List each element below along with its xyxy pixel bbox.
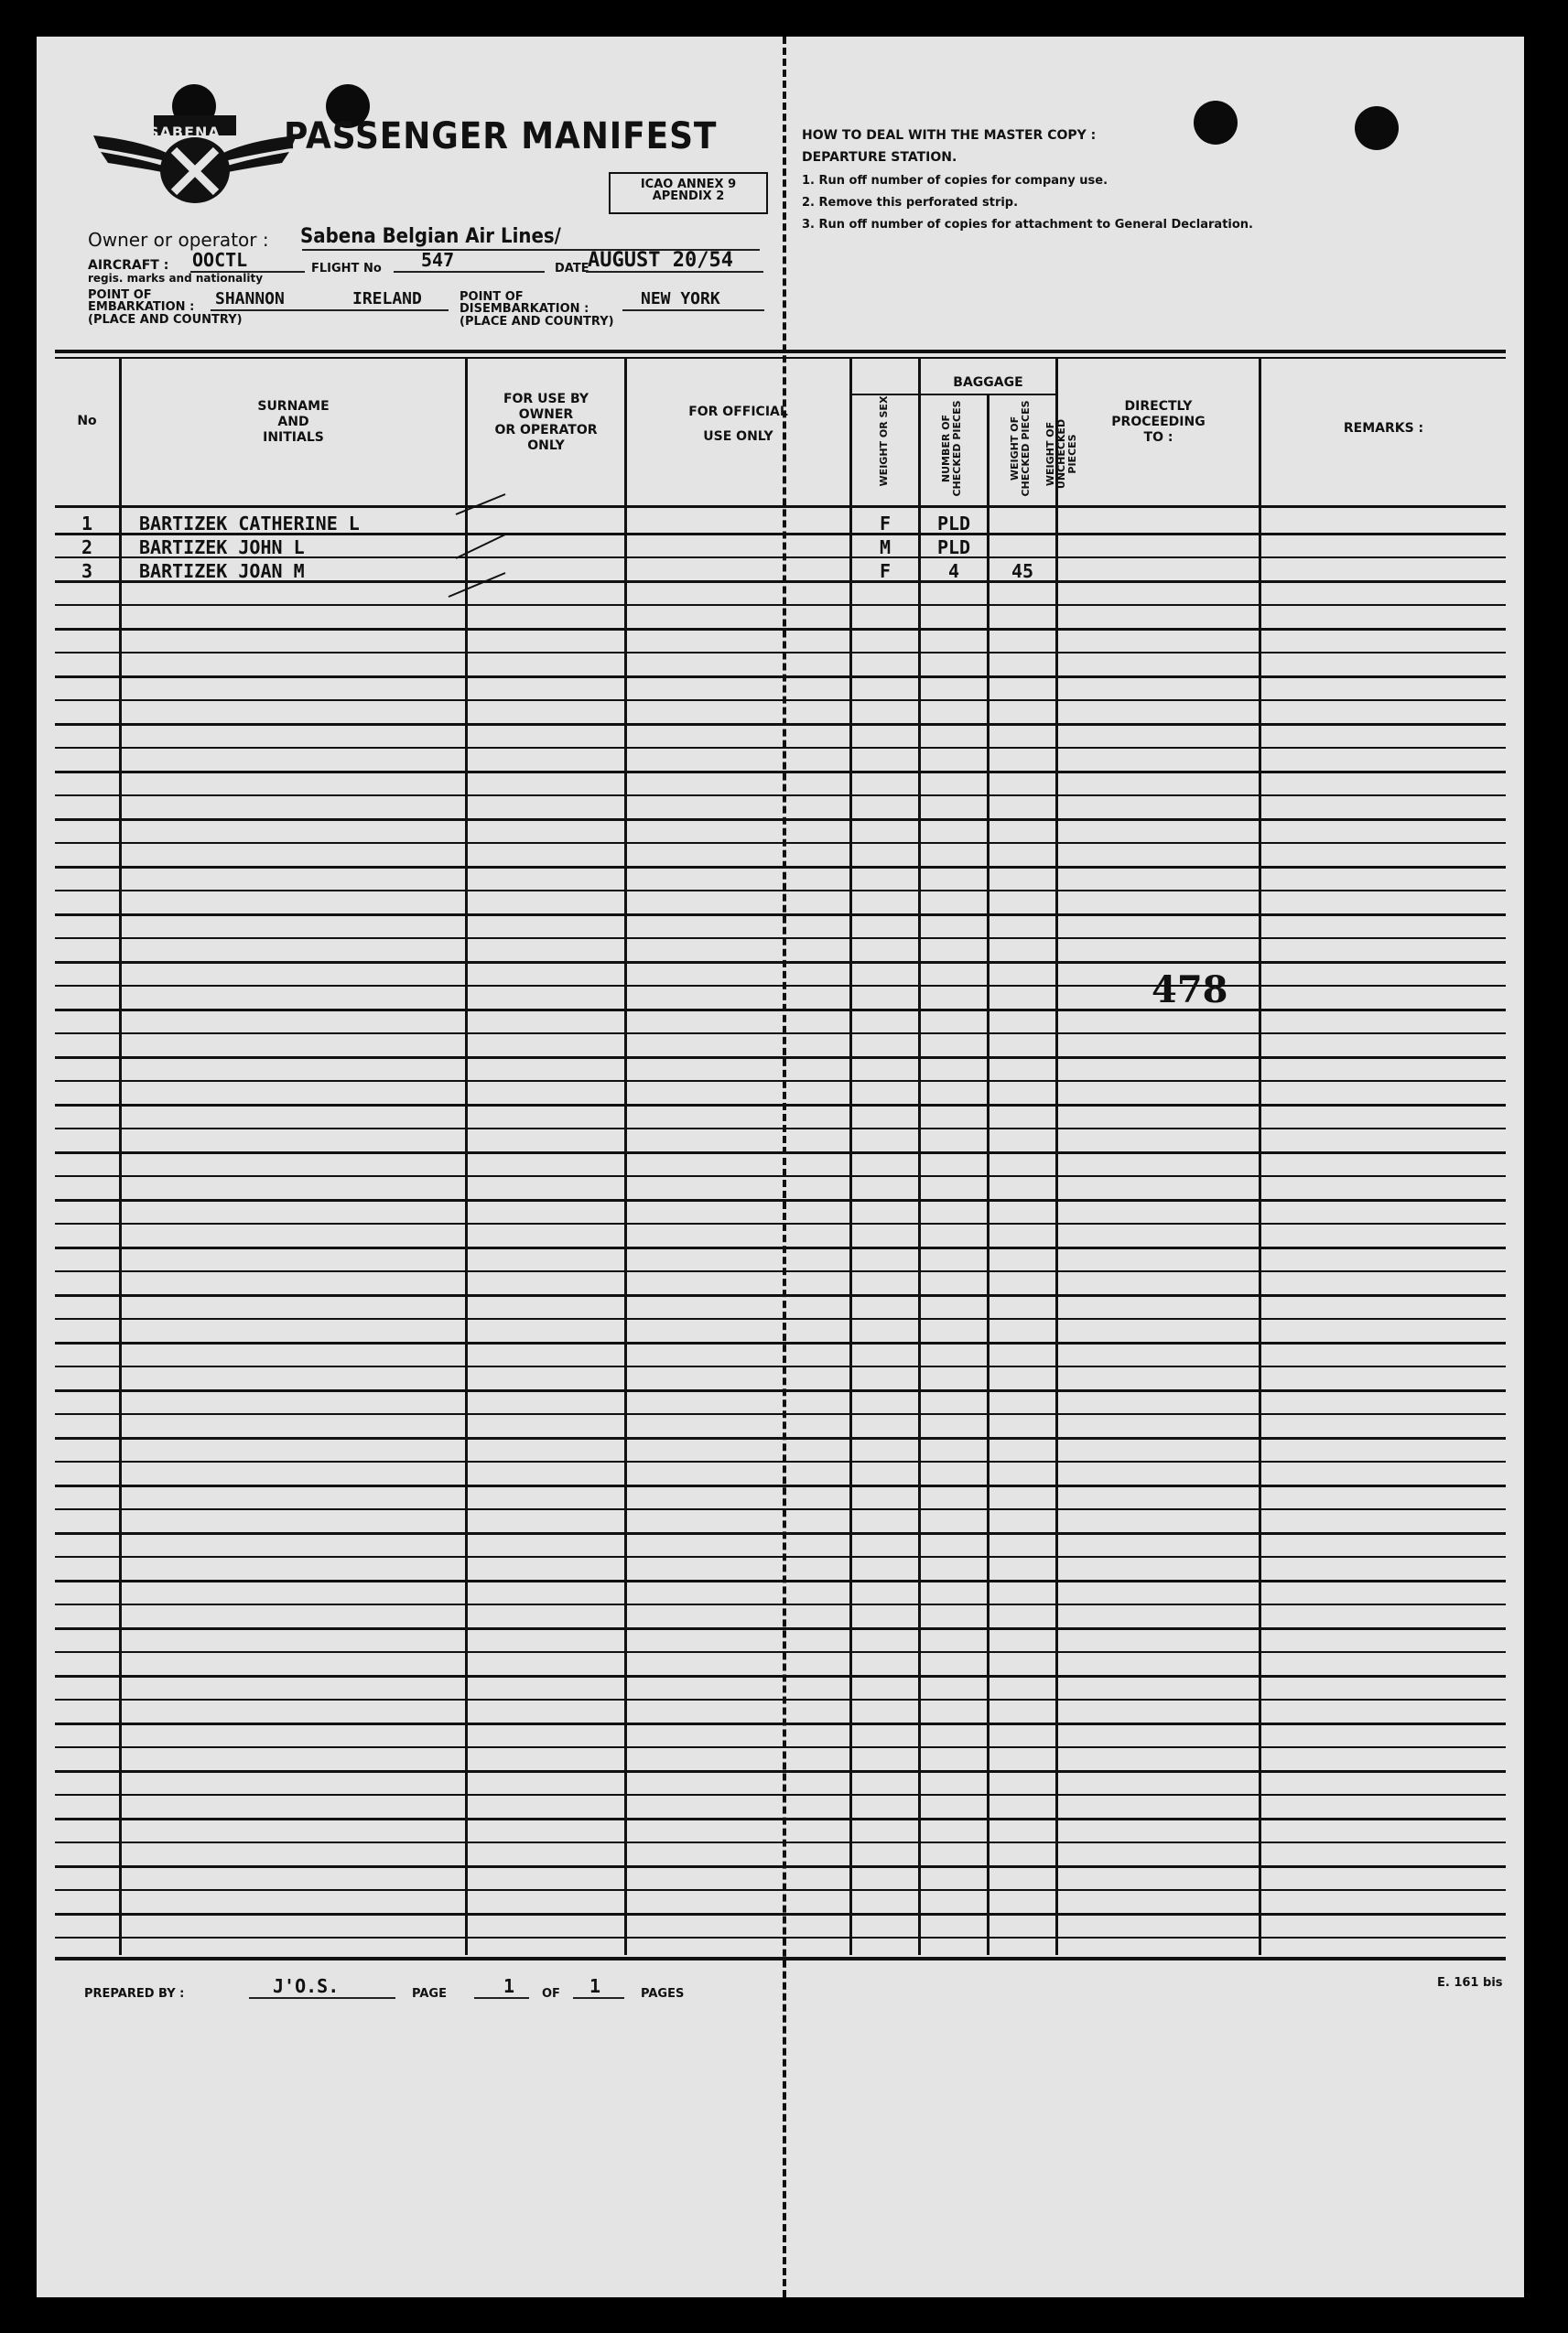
manifest-sheet bbox=[37, 37, 1524, 2297]
disembark-value: NEW YORK bbox=[641, 289, 720, 308]
punch-hole bbox=[1194, 101, 1238, 145]
logo-text: SABENA bbox=[148, 124, 221, 141]
checked-pieces: PLD bbox=[936, 536, 971, 558]
row-line bbox=[55, 1294, 1506, 1297]
row-line bbox=[55, 1913, 1506, 1916]
row-line bbox=[55, 1366, 1506, 1367]
of-value: 1 bbox=[589, 1975, 601, 1997]
row-line bbox=[55, 628, 1506, 631]
header-owner bbox=[468, 392, 624, 454]
header-remarks: REMARKS : bbox=[1343, 421, 1424, 436]
passenger-sex: F bbox=[879, 513, 892, 535]
row-number: 3 bbox=[81, 560, 93, 582]
row-line bbox=[55, 1485, 1506, 1487]
row-line bbox=[55, 1723, 1506, 1725]
flight-label: FLIGHT No bbox=[311, 262, 382, 275]
table-top-rule bbox=[55, 350, 1506, 353]
row-line bbox=[55, 1627, 1506, 1630]
icao-line-2: APENDIX 2 bbox=[652, 189, 725, 203]
header-official-2: USE ONLY bbox=[703, 429, 773, 444]
header-proceeding-1: DIRECTLY bbox=[1124, 399, 1193, 414]
row-line bbox=[55, 1508, 1506, 1510]
col-line-proceeding bbox=[1259, 359, 1261, 1955]
row-line bbox=[55, 1342, 1506, 1345]
row-line bbox=[55, 794, 1506, 796]
row-line bbox=[55, 961, 1506, 964]
col-line-owner bbox=[624, 359, 627, 1955]
header-surname-1: SURNAME bbox=[257, 399, 330, 414]
flight-value: 547 bbox=[421, 249, 455, 271]
row-number: 1 bbox=[81, 513, 93, 535]
prepared-label: PREPARED BY : bbox=[84, 1987, 185, 2001]
date-value: AUGUST 20/54 bbox=[588, 249, 733, 272]
row-line bbox=[55, 1080, 1506, 1082]
embark-label-2: EMBARKATION : bbox=[88, 300, 195, 314]
header-proceeding-3: TO : bbox=[1143, 430, 1173, 445]
header-checked-weight: WEIGHT OF CHECKED PIECES bbox=[1009, 400, 1032, 497]
owner-label: Owner or operator : bbox=[88, 229, 269, 251]
prepared-value: J'O.S. bbox=[273, 1975, 340, 1997]
passenger-name: BARTIZEK CATHERINE L bbox=[139, 513, 360, 535]
icao-box bbox=[609, 172, 768, 214]
header-no: No bbox=[77, 414, 97, 428]
header-proceeding bbox=[1058, 399, 1259, 446]
date-underline bbox=[586, 271, 763, 273]
form-code: E. 161 bis bbox=[1437, 1976, 1503, 1990]
row-line bbox=[55, 1128, 1506, 1129]
punch-hole bbox=[1355, 106, 1399, 150]
header-unchecked-weight: WEIGHT OF UNCHECKED PIECES bbox=[1044, 418, 1078, 490]
date-label: DATE bbox=[555, 262, 589, 275]
disembark-label-2: DISEMBARKATION : bbox=[460, 302, 589, 316]
page-underline bbox=[474, 1997, 529, 1999]
header-official bbox=[627, 405, 849, 445]
row-line bbox=[55, 723, 1506, 726]
row-line bbox=[55, 1032, 1506, 1034]
instruction-1: 1. Run off number of copies for company use. bbox=[802, 174, 1108, 188]
regis-note: regis. marks and nationality bbox=[88, 272, 264, 285]
row-line bbox=[55, 1056, 1506, 1059]
row-line bbox=[55, 1699, 1506, 1701]
icao-line-1: ICAO ANNEX 9 bbox=[640, 178, 737, 191]
col-line-sex bbox=[849, 359, 852, 1955]
instruction-3: 3. Run off number of copies for attachment to General Declaration. bbox=[802, 218, 1253, 232]
row-line bbox=[55, 1651, 1506, 1653]
col-line-no bbox=[119, 359, 122, 1955]
row-line bbox=[55, 1580, 1506, 1582]
col-line-unchecked bbox=[1055, 359, 1058, 1955]
header-surname bbox=[122, 399, 465, 446]
of-label: OF bbox=[542, 1987, 560, 2001]
row-line bbox=[55, 985, 1506, 987]
header-owner-3: OR OPERATOR bbox=[494, 423, 598, 437]
col-line-pieces bbox=[918, 359, 921, 1955]
prepared-underline bbox=[249, 1997, 395, 1999]
page-title: PASSENGER MANIFEST bbox=[284, 115, 718, 157]
row-line bbox=[55, 1604, 1506, 1605]
row-line bbox=[55, 1889, 1506, 1891]
row-line bbox=[55, 1437, 1506, 1440]
row-line bbox=[55, 699, 1506, 701]
disembark-underline bbox=[622, 309, 764, 311]
instructions-heading-2: DEPARTURE STATION. bbox=[802, 150, 957, 165]
embark-country: IRELAND bbox=[352, 289, 422, 308]
row-line bbox=[55, 1770, 1506, 1773]
passenger-sex: F bbox=[879, 560, 892, 582]
embark-city: SHANNON bbox=[215, 289, 285, 308]
header-surname-2: AND bbox=[277, 415, 309, 429]
checked-pieces: PLD bbox=[936, 513, 971, 535]
row-line bbox=[55, 1223, 1506, 1225]
row-line bbox=[55, 1199, 1506, 1202]
header-bottom-rule bbox=[55, 505, 1506, 508]
row-line bbox=[55, 1461, 1506, 1463]
disembark-label-1: POINT OF bbox=[460, 290, 524, 304]
row-line bbox=[55, 1675, 1506, 1678]
row-line bbox=[55, 1865, 1506, 1868]
header-baggage: BAGGAGE bbox=[953, 375, 1023, 390]
row-line bbox=[55, 1270, 1506, 1272]
row-number: 2 bbox=[81, 536, 93, 558]
page-label: PAGE bbox=[412, 1987, 447, 2001]
embark-label-1: POINT OF bbox=[88, 288, 152, 302]
row-line bbox=[55, 1842, 1506, 1843]
pages-label: PAGES bbox=[641, 1987, 685, 2001]
row-line bbox=[55, 913, 1506, 916]
row-line bbox=[55, 866, 1506, 869]
slash-marks bbox=[430, 485, 522, 613]
row-line bbox=[55, 604, 1506, 606]
row-line bbox=[55, 842, 1506, 844]
aircraft-value: OOCTL bbox=[192, 249, 248, 271]
row-line bbox=[55, 1009, 1506, 1011]
instructions-heading-1: HOW TO DEAL WITH THE MASTER COPY : bbox=[802, 128, 1097, 143]
row-line bbox=[55, 1818, 1506, 1820]
passenger-name: BARTIZEK JOAN M bbox=[139, 560, 305, 582]
checked-weight: 45 bbox=[1011, 560, 1034, 582]
embark-place-note: (PLACE AND COUNTRY) bbox=[88, 313, 243, 327]
row-line bbox=[55, 1318, 1506, 1320]
row-line bbox=[55, 1413, 1506, 1415]
row-line bbox=[55, 937, 1506, 939]
row-line bbox=[55, 1389, 1506, 1392]
stamp-number: 478 bbox=[1152, 968, 1228, 1011]
row-line bbox=[55, 1532, 1506, 1535]
header-owner-2: OWNER bbox=[518, 407, 574, 422]
row-line bbox=[55, 675, 1506, 678]
row-line bbox=[55, 652, 1506, 653]
header-weight-sex: WEIGHT OR SEX bbox=[878, 395, 890, 487]
of-underline bbox=[573, 1997, 624, 1999]
flight-underline bbox=[394, 271, 545, 273]
header-owner-4: ONLY bbox=[527, 438, 565, 453]
table-top-rule-2 bbox=[55, 357, 1506, 359]
row-line bbox=[55, 771, 1506, 773]
row-line bbox=[55, 1151, 1506, 1154]
aircraft-label: AIRCRAFT : bbox=[88, 258, 169, 273]
passenger-name: BARTIZEK JOHN L bbox=[139, 536, 305, 558]
row-line bbox=[55, 1937, 1506, 1939]
header-surname-3: INITIALS bbox=[263, 430, 324, 445]
checked-pieces: 4 bbox=[947, 560, 960, 582]
row-line bbox=[55, 890, 1506, 891]
header-official-1: FOR OFFICIAL bbox=[688, 405, 788, 419]
table-bottom-rule bbox=[55, 1957, 1506, 1960]
row-line bbox=[55, 1104, 1506, 1107]
disembark-place-note: (PLACE AND COUNTRY) bbox=[460, 315, 614, 329]
row-line bbox=[55, 1247, 1506, 1249]
header-checked-count: NUMBER OF CHECKED PIECES bbox=[940, 400, 963, 497]
passenger-sex: M bbox=[879, 536, 892, 558]
row-line bbox=[55, 747, 1506, 749]
row-line bbox=[55, 1175, 1506, 1177]
row-line bbox=[55, 1556, 1506, 1558]
header-owner-1: FOR USE BY bbox=[503, 392, 589, 406]
row-line bbox=[55, 1794, 1506, 1796]
owner-value: Sabena Belgian Air Lines/ bbox=[300, 225, 561, 248]
header-proceeding-2: PROCEEDING bbox=[1111, 415, 1206, 429]
row-line bbox=[55, 1746, 1506, 1748]
row-line bbox=[55, 818, 1506, 821]
instruction-2: 2. Remove this perforated strip. bbox=[802, 196, 1019, 210]
embark-underline bbox=[211, 309, 449, 311]
page-value: 1 bbox=[503, 1975, 515, 1997]
